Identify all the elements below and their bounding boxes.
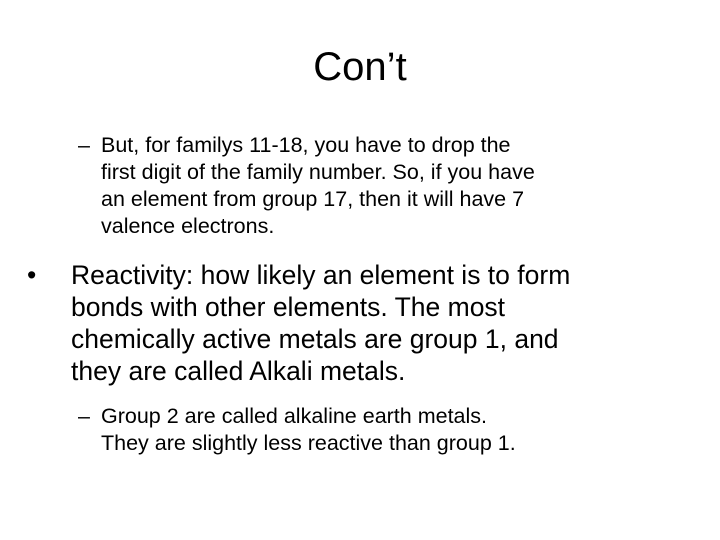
text-line: first digit of the family number. So, if you have xyxy=(101,160,535,184)
text-line: valence electrons. xyxy=(101,214,275,238)
text-line: bonds with other elements. The most xyxy=(71,292,506,322)
text-line: an element from group 17, then it will have 7 xyxy=(101,187,525,211)
dash-bullet-marker: – xyxy=(78,133,90,157)
sub-bullet-group-2 xyxy=(78,403,516,457)
bullet-reactivity xyxy=(27,259,571,387)
text-line: chemically active metals are group 1, and xyxy=(71,324,559,354)
slide-title: Con’t xyxy=(313,45,407,89)
text-line: They are slightly less reactive than group 1. xyxy=(101,431,516,455)
bullet-marker: • xyxy=(27,260,37,290)
sub-bullet-family-digits xyxy=(78,132,535,240)
text-line: Group 2 are called alkaline earth metals. xyxy=(101,404,488,428)
text-line: they are called Alkali metals. xyxy=(71,356,406,386)
dash-bullet-marker: – xyxy=(78,404,90,428)
text-line: Reactivity: how likely an element is to form xyxy=(71,260,571,290)
text-line: But, for familys 11-18, you have to drop the xyxy=(101,133,511,157)
